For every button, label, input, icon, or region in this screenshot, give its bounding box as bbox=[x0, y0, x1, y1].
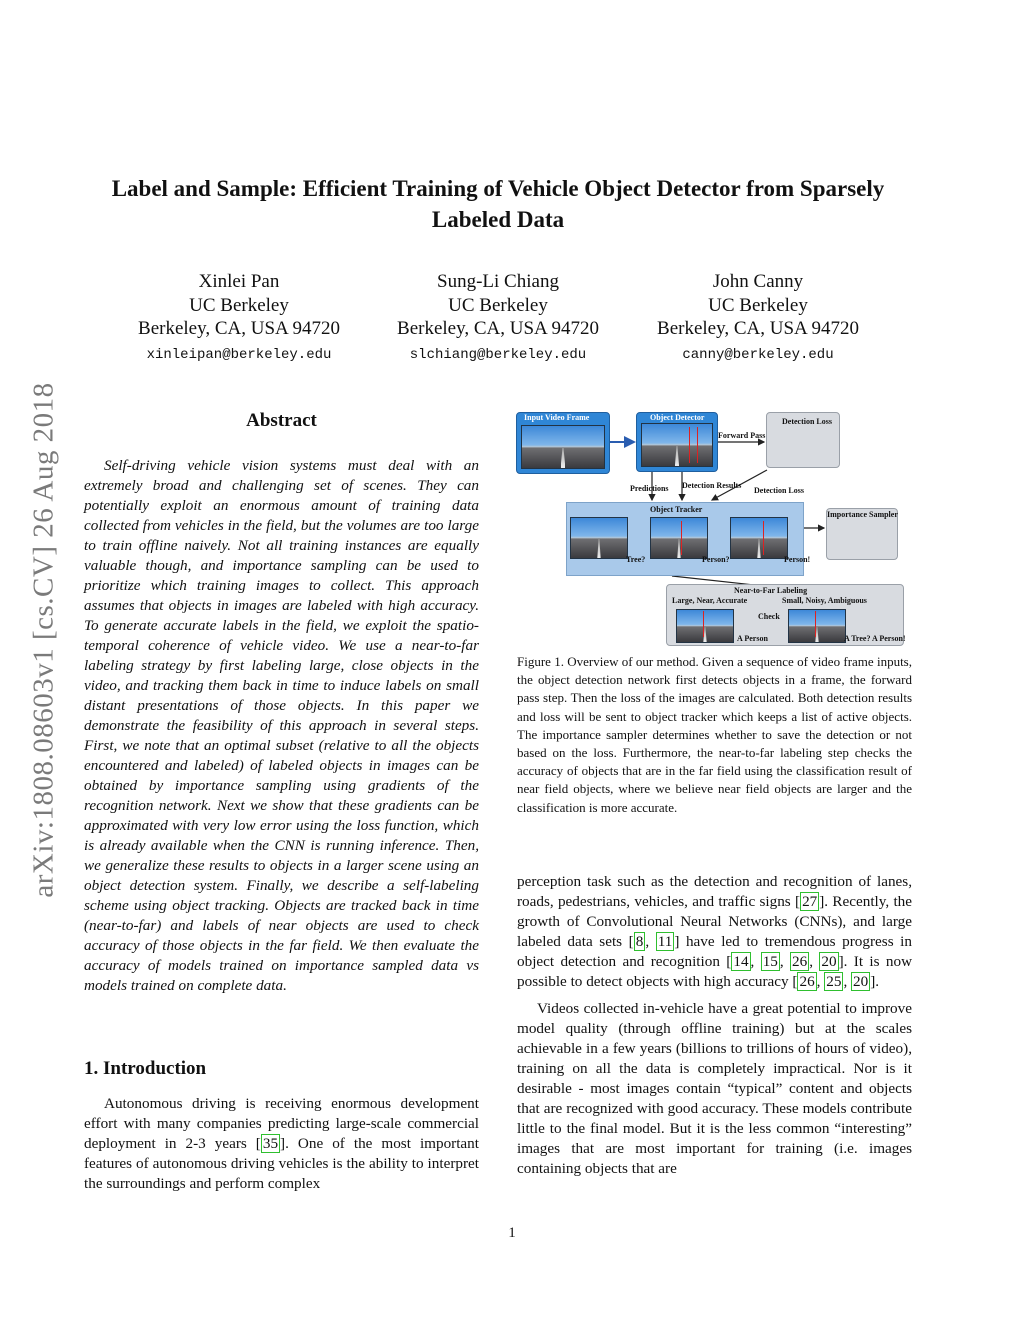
text-span: perception task such as the detection and recognition of lanes, roads, pedestrians, vehicles, and traffic signs bbox=[517, 873, 912, 910]
citation-link[interactable]: 26 bbox=[799, 973, 815, 990]
author-name: Sung-Li Chiang bbox=[437, 271, 559, 292]
figure-label: A Person bbox=[737, 634, 768, 643]
paragraph: Videos collected in-vehicle have a great potential to improve model quality (through offline training) but at the scales achievable in a few years (billions to trillions of hours of video), training on all the data is completely impractical. Nor is it desirable - most images contain “typical” content and objects that are recognized with good accuracy. These models contribute little to the final model. But it is the less common “interesting” images that are most important for training (i.e. images containing objects that are bbox=[517, 1000, 912, 1177]
figure-1 bbox=[512, 408, 912, 648]
citation-link[interactable]: 25 bbox=[826, 973, 842, 990]
figure-label: Forward Pass bbox=[718, 431, 766, 440]
figure-label: Person! bbox=[784, 555, 811, 564]
text-span: have led to tremendous progress in object detection and recognition bbox=[517, 933, 912, 970]
figure-label: Small, Noisy, Ambiguous bbox=[782, 596, 867, 605]
author-block bbox=[109, 270, 369, 365]
page-number: 1 bbox=[508, 1225, 516, 1241]
citation-link[interactable]: 26 bbox=[792, 953, 808, 970]
figure-label: Near-to-Far Labeling bbox=[734, 586, 808, 595]
author-email[interactable]: xinleipan@berkeley.edu bbox=[146, 346, 332, 363]
figure-label: Detection Loss bbox=[754, 486, 804, 495]
author-block bbox=[628, 270, 888, 365]
author-address: Berkeley, CA, USA 94720 bbox=[138, 318, 340, 339]
figure-label: A Tree? A Person! bbox=[844, 634, 906, 643]
author-affiliation: UC Berkeley bbox=[189, 294, 289, 316]
citation-link[interactable]: 35 bbox=[262, 1135, 279, 1152]
figure-label: Large, Near, Accurate bbox=[672, 596, 748, 605]
citation-link[interactable]: 20 bbox=[821, 953, 837, 970]
figure-caption: Figure 1. Overview of our method. Given a sequence of video frame inputs, the object detection network first detects objects in a frame, the forward pass step. Then the loss of the images are calculated. Both detection results and loss will be sent to object tracker which keeps a list of active objects. The importance sampler determines whether to save the detection or not based on the loss. Furthermore, the near-to-far labeling step checks the accuracy of objects that are in the far field using the classification result of near field objects, where we believe near field objects are larger and the classification is more accurate. bbox=[517, 654, 912, 815]
figure-label: Input Video Frame bbox=[524, 413, 590, 422]
intro-text: Autonomous driving is receiving enormous development effort with many companies predicting large-scale commercial deployment in 2-3 years bbox=[84, 1095, 479, 1152]
author-name: Xinlei Pan bbox=[198, 271, 280, 292]
introduction-paragraph: Autonomous driving is receiving enormous development effort with many companies predicting large-scale commercial deployment in 2-3 years [ 35 ]. One of the most important features of autonomous driving vehicles is the ability to interpret the surroundings and perform complex bbox=[84, 1095, 479, 1192]
right-column-text bbox=[517, 872, 912, 1186]
citation-link[interactable]: 8 bbox=[635, 933, 644, 950]
figure-label: Object Detector bbox=[650, 413, 705, 422]
citation-link[interactable]: 14 bbox=[733, 953, 749, 970]
abstract-text: Self-driving vehicle vision systems must deal with an extremely broad and challenging set of scenes. They can potentially exploit an enormous amount of training data collected from vehicles in the field, but the volumes are too large to train offline naively. Not all training instances are equally valuable though, and importance sampling can be used to prioritize which training images to collect. This approach assumes that objects in images are labeled with high accuracy. To generate accurate labels in the field, we exploit the spatio-temporal coherence of vehicle video. We use a near-to-far labeling strategy by first labeling large, close objects in the video, and tracking them back in time to induce labels on small distant presentations of those objects. In this paper we demonstrate the feasibility of this approach in several steps. First, we note that an optimal subset (relative to all the objects encountered and labeled) of labeled objects in images can be obtained by importance sampling using gradients of the recognition network. Next we show that these gradients can be approximated with very low error using the loss function, which is already available when the CNN is running inference. Then, we generalize these results to objects in a larger scene using an object detection system. Finally, we describe a self-labeling scheme using object tracking. Objects are tracked back in time (near-to-far) and labels of near objects are used to check accuracy of those objects in the far field. We then evaluate the accuracy of models trained on importance sampled data vs models trained on complete data. bbox=[84, 457, 479, 994]
paragraph: perception task such as the detection and recognition of lanes, roads, pedestrians, vehicles, and traffic signs [ 27 ]. Recently, the growth of Convolutional Neural Networks (CNNs), and large labeled data sets [ 8 , 11 ] have led to tremendous progress in object detection and recognition [ 14 , 15 , 26 , 20 ]. It is now possible to detect objects with high accuracy [ 26 , 25 , 20 ]. bbox=[517, 873, 913, 990]
author-affiliation: UC Berkeley bbox=[708, 294, 808, 316]
arxiv-identifier: arXiv:1808.08603v1 [cs.CV] 26 Aug 2018 bbox=[27, 382, 60, 898]
introduction-heading: 1. Introduction bbox=[84, 1058, 207, 1079]
author-block bbox=[368, 270, 628, 365]
intro-text: One of the most important features of autonomous driving vehicles is the ability to interpret the surroundings and perform complex bbox=[84, 1135, 479, 1192]
figure-label: Detection Loss bbox=[782, 417, 832, 426]
abstract-heading: Abstract bbox=[246, 410, 317, 431]
figure-label: Person? bbox=[702, 555, 730, 564]
author-affiliation: UC Berkeley bbox=[448, 294, 548, 316]
citation-link[interactable]: 20 bbox=[853, 973, 869, 990]
figure-label: Check bbox=[758, 612, 780, 621]
figure-label: Tree? bbox=[626, 555, 646, 564]
figure-label: Importance Sampler bbox=[827, 510, 898, 519]
citation-link[interactable]: 11 bbox=[657, 933, 673, 950]
citation-link[interactable]: 15 bbox=[762, 953, 778, 970]
author-address: Berkeley, CA, USA 94720 bbox=[657, 318, 859, 339]
author-name: John Canny bbox=[712, 271, 804, 292]
citation-link[interactable]: 27 bbox=[802, 893, 818, 910]
author-address: Berkeley, CA, USA 94720 bbox=[397, 318, 599, 339]
author-email[interactable]: slchiang@berkeley.edu bbox=[409, 346, 587, 363]
figure-label: Detection Results bbox=[682, 481, 742, 490]
figure-label: Predictions bbox=[630, 484, 669, 493]
figure-label: Object Tracker bbox=[650, 505, 703, 514]
text-span: Recently, the growth of Convolutional Neural Networks (CNNs), and large labeled data sets bbox=[517, 893, 913, 950]
text-span: It is now possible to detect objects with high accuracy bbox=[517, 953, 913, 990]
author-email[interactable]: canny@berkeley.edu bbox=[682, 346, 834, 363]
paper-title: Label and Sample: Efficient Training of Vehicle Object Detector from Sparsely Labeled Data bbox=[111, 176, 885, 232]
